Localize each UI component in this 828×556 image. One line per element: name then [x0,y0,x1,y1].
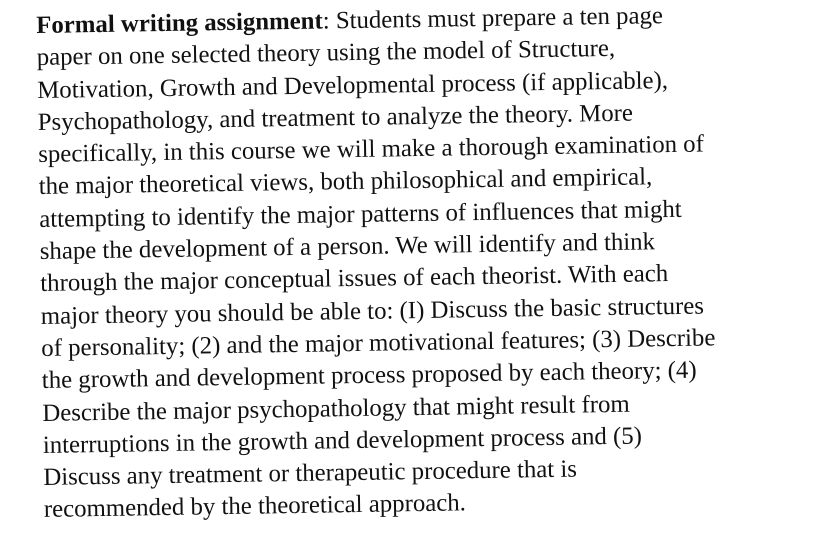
paragraph-line-11: of personality; (2) and the major motivational features; (3) Describe [41,324,716,362]
paragraph-line-14: interruptions in the growth and development process and (5) [42,422,643,459]
paragraph-line-4: Psychopathology, and treatment to analyze the theory. More [37,99,634,136]
paragraph-line-5: specifically, in this course we will make a thorough examination of [38,130,705,169]
paragraph-line-12: the growth and development process proposed by each theory; (4) [41,356,697,395]
paragraph-line-3: Motivation, Growth and Developmental process (if applicable), [37,66,669,104]
paragraph-line-7: attempting to identify the major patterns of influences that might [39,195,682,233]
paragraph-line-9: through the major conceptual issues of each theorist. With each [40,260,669,298]
paragraph-line-2: paper on one selected theory using the model of Structure, [36,35,616,72]
heading-colon: : [322,7,330,35]
line-text: Students must prepare a ten page [329,2,664,35]
paragraph-line-16: recommended by the theoretical approach. [43,489,467,524]
paragraph-line-6: the major theoretical views, both philosophical and empirical, [38,163,653,201]
assignment-paragraph [36,0,824,527]
paragraph-line-15: Discuss any treatment or therapeutic procedure that is [43,455,578,492]
assignment-heading: Formal writing assignment [36,7,323,39]
paragraph-line-13: Describe the major psychopathology that might result from [42,390,630,427]
paragraph-line-8: shape the development of a person. We will identify and think [39,228,656,266]
paragraph-line-10: major theory you should be able to: (I) Discuss the basic structures [40,292,705,330]
